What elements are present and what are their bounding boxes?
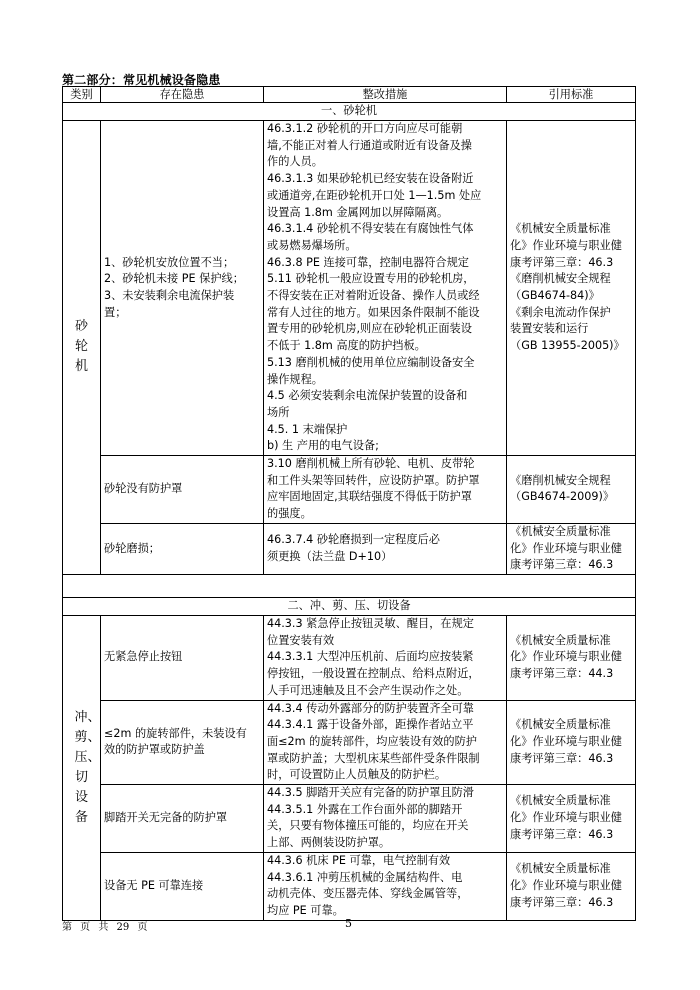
measure-cell-line: 时，可设置防止人员触及的防护栏。: [267, 768, 447, 782]
hazard-table: [62, 86, 636, 921]
standard-cell-line: 康考评第三章：46.3: [510, 255, 614, 269]
measure-cell-line: 位置安装有效: [267, 633, 335, 647]
section-title: 一、砂轮机: [63, 103, 636, 121]
standard-cell-line: 康考评第三章：46.3: [510, 827, 614, 841]
hazard-cell: [101, 121, 264, 456]
measure-cell-line: 停按钮，一般设置在控制点、给料点附近，: [267, 667, 480, 681]
measure-cell-line: 46.3.8 PE 连接可靠，控制电器符合规定: [267, 255, 469, 269]
standard-cell: [507, 523, 636, 574]
measure-cell: [264, 785, 507, 853]
measure-cell-line: 面≤2m 的旋转部件，均应装设有效的防护: [267, 734, 477, 748]
hazard-cell-line: 置；: [104, 305, 127, 319]
table-row: [63, 785, 636, 853]
measure-cell-line: 44.3.6.1 冲剪压机械的金属结构件、电: [267, 870, 463, 884]
hazard-cell-line: 效的防护罩或防护盖: [104, 743, 205, 757]
measure-cell-line: 关，只要有物体撞压可能的，均应在开关: [267, 819, 469, 833]
hazard-cell-line: 2、砂轮机未接 PE 保护线；: [104, 272, 244, 286]
table-row: [63, 121, 636, 456]
hazard-cell: [101, 785, 264, 853]
category-cell: [63, 121, 101, 575]
measure-cell-line: b) 生 产用的电气设备;: [267, 439, 379, 453]
standard-cell-line: 化》作业环境与职业健: [510, 811, 622, 825]
measure-cell-line: 46.3.1.4 砂轮机不得安装在有腐蚀性气体: [267, 222, 474, 236]
category-label: 冲、剪、压、切设备: [74, 709, 101, 825]
standard-cell-line: （GB4674-2009)》: [510, 490, 615, 504]
hazard-cell-line: 砂轮没有防护罩: [104, 482, 183, 496]
header-hazard: 存在隐患: [101, 87, 264, 103]
standard-cell: [507, 700, 636, 785]
measure-cell-line: 44.3.5 脚踏开关应有完备的防护罩且防滑: [267, 786, 474, 800]
standard-cell-line: 《机械安全质量标准: [510, 222, 611, 236]
measure-cell-line: 44.3.3.1 大型冲压机前、后面均应按装紧: [267, 650, 474, 664]
hazard-cell-line: 设备无 PE 可靠连接: [104, 878, 204, 892]
measure-cell-line: 场所: [267, 405, 290, 419]
hazard-cell-line: 1、砂轮机安放位置不当；: [104, 255, 235, 269]
measure-cell-line: 或易燃易爆场所。: [267, 238, 357, 252]
standard-cell-line: 《机械安全质量标准: [510, 862, 611, 876]
standard-cell: [507, 785, 636, 853]
measure-cell-line: 墙,不能正对着人行通道或附近有设备及操: [267, 138, 472, 152]
table-row: [63, 700, 636, 785]
measure-cell-line: 不得安装在正对着附近设备、操作人员或经: [267, 289, 480, 303]
measure-cell-line: 4.5 必须安装剩余电流保护装置的设备和: [267, 389, 468, 403]
hazard-cell: [101, 700, 264, 785]
measure-cell-line: 46.3.1.3 如果砂轮机已经安装在设备附近: [267, 172, 474, 186]
measure-cell-line: 设置高 1.8m 金属网加以屏障隔离。: [267, 205, 449, 219]
measure-cell-line: 作的人员。: [267, 155, 323, 169]
hazard-cell-line: 脚踏开关无完备的防护罩: [104, 811, 228, 825]
measure-cell-line: 应牢固地固定,其联结强度不得低于防护罩: [267, 490, 472, 504]
category-cell: [63, 615, 101, 920]
standard-cell-line: 《磨削机械安全规程: [510, 473, 611, 487]
measure-cell-line: 和工件头架等回转件，应设防护罩。防护罩: [267, 473, 480, 487]
header-category: 类别: [63, 87, 101, 103]
footer-page-count: 第 页 共 29 页: [62, 922, 148, 933]
table-row: [63, 615, 636, 700]
standard-cell-line: 化》作业环境与职业健: [510, 650, 622, 664]
table-body: [63, 103, 636, 921]
measure-cell-line: 46.3.7.4 砂轮磨损到一定程度后必: [267, 533, 440, 547]
measure-cell: [264, 700, 507, 785]
measure-cell: [264, 456, 507, 524]
measure-cell: [264, 615, 507, 700]
measure-cell-line: 5.13 磨削机械的使用单位应编制设备安全: [267, 355, 475, 369]
standard-cell-line: （GB4674-84)》: [510, 289, 600, 303]
table-row: [63, 523, 636, 574]
standard-cell-line: 化》作业环境与职业健: [510, 734, 622, 748]
hazard-cell: [101, 615, 264, 700]
standard-cell-line: 《机械安全质量标准: [510, 633, 611, 647]
measure-cell-line: 3.10 磨削机械上所有砂轮、电机、皮带轮: [267, 457, 475, 471]
section-row: [63, 597, 636, 615]
standard-cell-line: 化》作业环境与职业健: [510, 878, 622, 892]
hazard-cell: [101, 852, 264, 920]
standard-cell-line: 《机械安全质量标准: [510, 718, 611, 732]
spacer-cell: [63, 574, 636, 597]
measure-cell-line: 5.11 砂轮机一般应设置专用的砂轮机房，: [267, 272, 475, 286]
hazard-cell: [101, 456, 264, 524]
hazard-cell-line: 无紧急停止按钮: [104, 650, 183, 664]
section-title: 二、冲、剪、压、切设备: [63, 597, 636, 615]
measure-cell-line: 均应 PE 可靠。: [267, 903, 344, 917]
measure-cell-line: 不低于 1.8m 高度的防护挡板。: [267, 339, 426, 353]
measure-cell-line: 人手可迅速触及且不会产生误动作之处。: [267, 683, 469, 697]
page-title: 第二部分：常见机械设备隐患: [62, 73, 221, 87]
standard-cell-line: （GB 13955-2005)》: [510, 339, 625, 353]
standard-cell-line: 《机械安全质量标准: [510, 794, 611, 808]
table-row: [63, 456, 636, 524]
measure-cell: [264, 121, 507, 456]
measure-cell-line: 44.3.3 紧急停止按钮灵敏、醒目，在规定: [267, 616, 474, 630]
standard-cell-line: 《机械安全质量标准: [510, 524, 611, 538]
measure-cell-line: 44.3.6 机床 PE 可靠，电气控制有效: [267, 853, 451, 867]
measure-cell-line: 动机壳体、变压器壳体、穿线金属管等，: [267, 887, 469, 901]
standard-cell-line: 《磨削机械安全规程: [510, 272, 611, 286]
measure-cell-line: 常有人过往的地方。如果因条件限制不能设: [267, 305, 480, 319]
measure-cell: [264, 852, 507, 920]
hazard-cell-line: 砂轮磨损；: [104, 541, 160, 555]
measure-cell-line: 4.5. 1 末端保护: [267, 422, 348, 436]
measure-cell-line: 44.3.4 传动外露部分的防护装置齐全可靠: [267, 701, 474, 715]
standard-cell-line: 装置安装和运行: [510, 322, 589, 336]
standard-cell-line: 《剩余电流动作保护: [510, 305, 611, 319]
measure-cell-line: 的强度。: [267, 507, 312, 521]
category-label: 砂轮机: [74, 319, 88, 375]
measure-cell-line: 置专用的砂轮机房,则应在砂轮机正面装设: [267, 322, 472, 336]
hazard-cell-line: 3、未安装剩余电流保护装: [104, 289, 235, 303]
measure-cell-line: 44.3.4.1 露于设备外部，距操作者站立平: [267, 718, 474, 732]
hazard-cell-line: ≤2m 的旋转部件，未装设有: [104, 726, 247, 740]
measure-cell: [264, 523, 507, 574]
standard-cell-line: 康考评第三章：44.3: [510, 667, 614, 681]
standard-cell: [507, 615, 636, 700]
table-header-row: [63, 87, 636, 103]
measure-cell-line: 罩或防护盖；大型机床某些部件受条件限制: [267, 751, 480, 765]
measure-cell-line: 44.3.5.1 外露在工作台面外部的脚踏开: [267, 802, 463, 816]
standard-cell-line: 康考评第三章：46.3: [510, 751, 614, 765]
measure-cell-line: 46.3.1.2 砂轮机的开口方向应尽可能朝: [267, 122, 463, 135]
measure-cell-line: 须更换（法兰盘 D+10）: [267, 549, 393, 563]
standard-cell-line: 化》作业环境与职业健: [510, 238, 622, 252]
standard-cell-line: 康考评第三章：46.3: [510, 558, 614, 572]
standard-cell-line: 化》作业环境与职业健: [510, 541, 622, 555]
standard-cell-line: 康考评第三章：46.3: [510, 895, 614, 909]
spacer-row: [63, 574, 636, 597]
header-measures: 整改措施: [264, 87, 507, 103]
standard-cell: [507, 456, 636, 524]
footer-page-number: 5: [345, 917, 352, 930]
hazard-cell: [101, 523, 264, 574]
table-row: [63, 852, 636, 920]
section-row: [63, 103, 636, 121]
standard-cell: [507, 852, 636, 920]
measure-cell-line: 或通道旁,在距砂轮机开口处 1—1.5m 处应: [267, 188, 482, 202]
header-standard: 引用标准: [507, 87, 636, 103]
measure-cell-line: 上部、两侧装设防护罩。: [267, 836, 391, 850]
measure-cell-line: 操作规程。: [267, 372, 323, 386]
standard-cell: [507, 121, 636, 456]
